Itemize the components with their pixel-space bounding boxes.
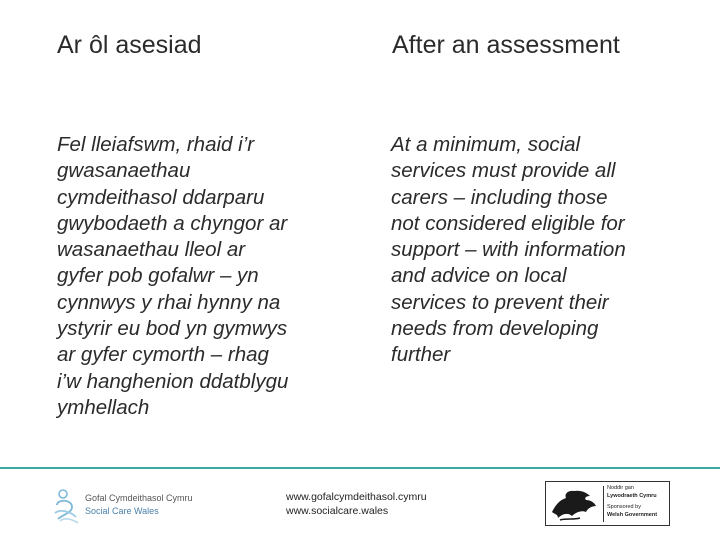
gov-text-line3: Sponsored by [607,504,641,510]
text-line: gyfer pob gofalwr – yn [57,264,259,288]
welsh-government-logo [545,481,670,526]
text-line: not considered eligible for [391,211,625,235]
welsh-dragon-icon [546,482,602,525]
logo-divider [603,486,604,522]
social-care-wales-logo [52,487,212,527]
text-line: wasanaethau lleol ar [57,238,246,262]
text-line: carers – including those [391,185,608,209]
text-line: i’w hanghenion ddatblygu [57,369,289,393]
text-line: services to prevent their [391,290,609,314]
page-title-english: After an assessment [392,31,620,59]
text-line: cymdeithasol ddarparu [57,185,265,209]
page-title-welsh: Ar ôl asesiad [57,31,202,59]
body-text-welsh [57,132,357,421]
url-english[interactable]: www.socialcare.wales [286,505,389,517]
text-line: Fel lleiafswm, rhaid i’r [57,133,255,156]
text-line: ar gyfer cymorth – rhag [57,343,269,367]
gov-text-line2: Lywodraeth Cymru [607,493,657,499]
text-line: gwasanaethau [57,159,191,183]
text-line: support – with information [391,238,626,262]
logo-text-welsh: Gofal Cymdeithasol Cymru [85,493,193,503]
text-line: needs from developing [391,317,599,341]
social-care-wales-icon [52,487,82,527]
text-line: cynnwys y rhai hynny na [57,290,281,314]
text-line: further [391,343,451,367]
footer-urls [286,490,427,518]
text-line: and advice on local [391,264,567,288]
footer-divider [0,467,720,469]
text-line: ymhellach [57,395,150,419]
text-line: gwybodaeth a chyngor ar [57,211,288,235]
text-line: At a minimum, social [391,133,581,156]
url-welsh[interactable]: www.gofalcymdeithasol.cymru [286,491,427,503]
gov-text-line1: Noddir gan [607,485,634,491]
text-line: services must provide all [391,159,616,183]
body-text-english [391,132,681,369]
text-line: ystyrir eu bod yn gymwys [57,317,288,341]
logo-text-english: Social Care Wales [85,506,159,516]
gov-text-line4: Welsh Government [607,512,658,518]
